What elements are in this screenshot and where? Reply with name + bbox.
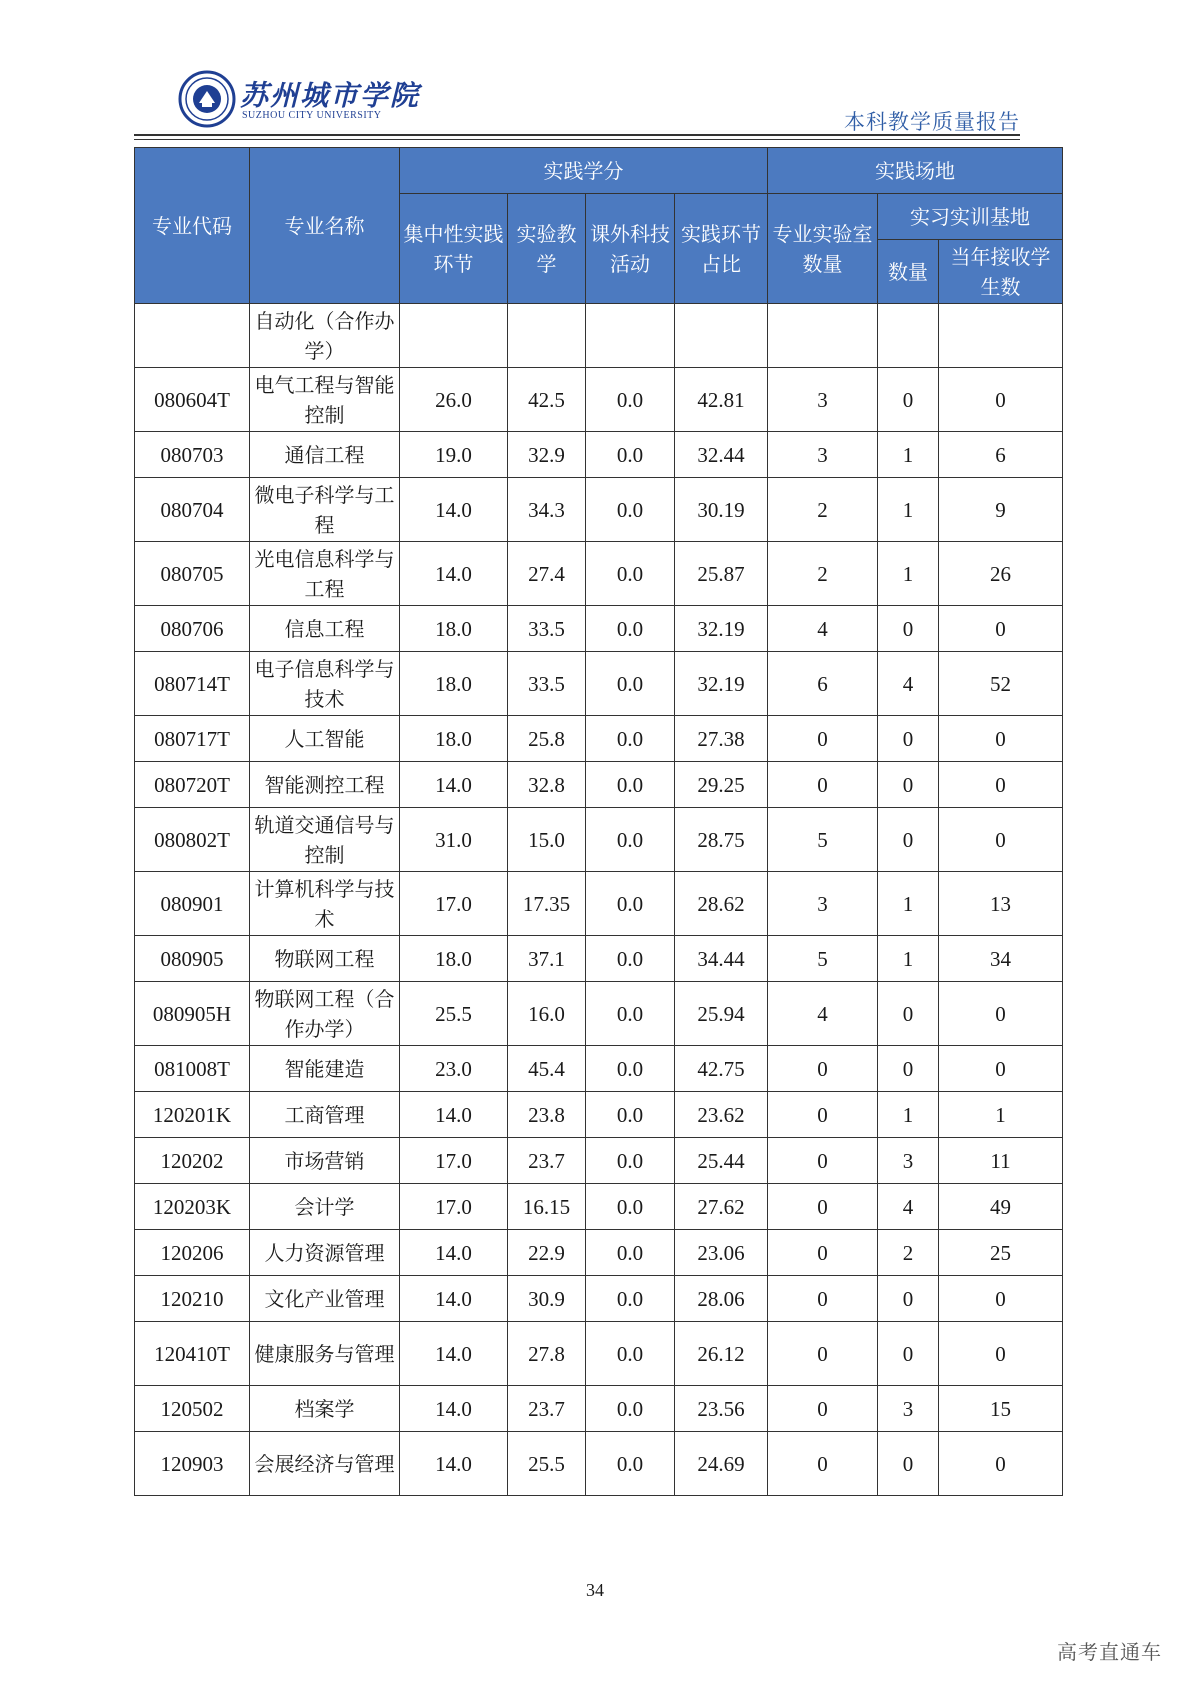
table-row [135,1138,1063,1184]
cell-labs: 4 [768,982,878,1046]
table-row [135,1386,1063,1432]
table-row [135,716,1063,762]
cell-name: 健康服务与管理 [250,1322,400,1386]
logo-english-name: SUZHOU CITY UNIVERSITY [242,110,382,121]
cell-bases: 0 [878,606,939,652]
cell-name: 智能建造 [250,1046,400,1092]
cell-labs: 3 [768,432,878,478]
cell-centralized: 14.0 [400,542,508,606]
cell-centralized: 14.0 [400,1386,508,1432]
cell-labs: 3 [768,368,878,432]
cell-experiment: 32.8 [508,762,586,808]
page-number: 34 [586,1580,604,1600]
cell-centralized: 14.0 [400,1432,508,1496]
cell-code: 120210 [135,1276,250,1322]
cell-extracurricular: 0.0 [586,1230,675,1276]
cell-labs: 0 [768,1230,878,1276]
cell-labs: 0 [768,716,878,762]
cell-bases: 0 [878,808,939,872]
cell-centralized: 17.0 [400,872,508,936]
cell-code: 080714T [135,652,250,716]
table-row [135,606,1063,652]
cell-ratio: 25.44 [675,1138,768,1184]
cell-bases: 1 [878,542,939,606]
cell-code: 120202 [135,1138,250,1184]
cell-name: 会计学 [250,1184,400,1230]
cell-extracurricular: 0.0 [586,982,675,1046]
cell-students: 26 [939,542,1063,606]
cell-ratio: 23.06 [675,1230,768,1276]
table-row [135,478,1063,542]
cell-bases: 0 [878,1432,939,1496]
cell-experiment: 42.5 [508,368,586,432]
cell-ratio: 23.56 [675,1386,768,1432]
cell-labs: 5 [768,808,878,872]
cell-extracurricular: 0.0 [586,1092,675,1138]
cell-students: 25 [939,1230,1063,1276]
cell-centralized: 31.0 [400,808,508,872]
cell-name: 信息工程 [250,606,400,652]
table-row [135,982,1063,1046]
cell-name: 智能测控工程 [250,762,400,808]
cell-centralized: 14.0 [400,762,508,808]
cell-extracurricular: 0.0 [586,1184,675,1230]
header-ratio: 实践环节占比 [675,194,768,304]
header-group-bases: 实习实训基地 [878,194,1063,240]
table-row [135,1184,1063,1230]
cell-name: 市场营销 [250,1138,400,1184]
cell-centralized: 17.0 [400,1138,508,1184]
cell-labs [768,304,878,368]
cell-code: 080905 [135,936,250,982]
cell-name: 微电子科学与工程 [250,478,400,542]
cell-code: 120201K [135,1092,250,1138]
header-extracurricular: 课外科技活动 [586,194,675,304]
cell-code: 080717T [135,716,250,762]
cell-centralized: 18.0 [400,606,508,652]
university-logo [178,70,421,130]
cell-ratio: 27.38 [675,716,768,762]
table-row [135,1092,1063,1138]
cell-labs: 0 [768,1092,878,1138]
table-row [135,808,1063,872]
cell-name: 自动化（合作办学） [250,304,400,368]
cell-bases: 1 [878,478,939,542]
cell-ratio: 32.44 [675,432,768,478]
cell-extracurricular: 0.0 [586,542,675,606]
cell-name: 光电信息科学与工程 [250,542,400,606]
cell-bases: 0 [878,368,939,432]
header-name: 专业名称 [250,148,400,304]
cell-ratio: 34.44 [675,936,768,982]
header-group-sites: 实践场地 [768,148,1063,194]
cell-labs: 0 [768,1184,878,1230]
cell-experiment: 22.9 [508,1230,586,1276]
university-seal-icon [178,70,236,128]
cell-code: 120502 [135,1386,250,1432]
table-row [135,304,1063,368]
table-row [135,1230,1063,1276]
cell-code: 080705 [135,542,250,606]
cell-code: 080604T [135,368,250,432]
cell-students: 0 [939,606,1063,652]
cell-ratio: 32.19 [675,652,768,716]
cell-labs: 0 [768,762,878,808]
cell-centralized: 18.0 [400,936,508,982]
logo-chinese-name: 苏州城市学院 [240,79,421,112]
cell-experiment: 33.5 [508,652,586,716]
cell-experiment: 32.9 [508,432,586,478]
cell-code: 120206 [135,1230,250,1276]
table-row [135,872,1063,936]
cell-name: 通信工程 [250,432,400,478]
table-row [135,652,1063,716]
cell-labs: 6 [768,652,878,716]
cell-code [135,304,250,368]
cell-ratio: 27.62 [675,1184,768,1230]
cell-extracurricular: 0.0 [586,762,675,808]
cell-students: 6 [939,432,1063,478]
cell-ratio: 30.19 [675,478,768,542]
cell-labs: 0 [768,1276,878,1322]
header-rule-thick [134,134,1020,136]
cell-ratio: 25.87 [675,542,768,606]
cell-bases: 4 [878,1184,939,1230]
header-group-credits: 实践学分 [400,148,768,194]
cell-centralized: 14.0 [400,1276,508,1322]
cell-bases: 3 [878,1138,939,1184]
cell-bases: 1 [878,1092,939,1138]
cell-ratio: 25.94 [675,982,768,1046]
cell-name: 电气工程与智能控制 [250,368,400,432]
cell-extracurricular: 0.0 [586,1276,675,1322]
cell-extracurricular: 0.0 [586,936,675,982]
cell-code: 120410T [135,1322,250,1386]
table-row [135,936,1063,982]
cell-experiment: 33.5 [508,606,586,652]
cell-experiment: 27.8 [508,1322,586,1386]
cell-experiment: 17.35 [508,872,586,936]
cell-ratio: 42.81 [675,368,768,432]
cell-students: 0 [939,1322,1063,1386]
cell-name: 电子信息科学与技术 [250,652,400,716]
cell-students: 13 [939,872,1063,936]
cell-experiment: 27.4 [508,542,586,606]
cell-centralized: 14.0 [400,1230,508,1276]
cell-centralized: 25.5 [400,982,508,1046]
cell-bases: 0 [878,982,939,1046]
cell-code: 120903 [135,1432,250,1496]
cell-ratio: 28.06 [675,1276,768,1322]
cell-students: 0 [939,762,1063,808]
cell-experiment: 23.8 [508,1092,586,1138]
cell-extracurricular: 0.0 [586,1322,675,1386]
cell-centralized: 26.0 [400,368,508,432]
cell-experiment: 25.5 [508,1432,586,1496]
cell-labs: 2 [768,478,878,542]
cell-students: 0 [939,982,1063,1046]
cell-extracurricular: 0.0 [586,368,675,432]
cell-bases: 2 [878,1230,939,1276]
table-row [135,542,1063,606]
header-experiment: 实验教学 [508,194,586,304]
header-rule-thin [134,139,1020,140]
cell-bases: 0 [878,1276,939,1322]
cell-centralized: 14.0 [400,1322,508,1386]
cell-ratio: 23.62 [675,1092,768,1138]
cell-experiment: 16.15 [508,1184,586,1230]
cell-bases: 0 [878,762,939,808]
table-row [135,368,1063,432]
cell-bases: 0 [878,1046,939,1092]
cell-code: 081008T [135,1046,250,1092]
cell-labs: 4 [768,606,878,652]
cell-ratio: 32.19 [675,606,768,652]
table-row [135,432,1063,478]
cell-ratio: 24.69 [675,1432,768,1496]
cell-students: 49 [939,1184,1063,1230]
cell-experiment: 16.0 [508,982,586,1046]
cell-extracurricular: 0.0 [586,1138,675,1184]
cell-labs: 5 [768,936,878,982]
cell-name: 档案学 [250,1386,400,1432]
cell-experiment: 23.7 [508,1386,586,1432]
header-labs: 专业实验室数量 [768,194,878,304]
cell-students: 0 [939,1276,1063,1322]
cell-extracurricular: 0.0 [586,1432,675,1496]
watermark: 高考直通车 [1057,1640,1162,1664]
cell-ratio: 29.25 [675,762,768,808]
cell-students: 34 [939,936,1063,982]
cell-students: 11 [939,1138,1063,1184]
cell-extracurricular: 0.0 [586,716,675,762]
table-row [135,1322,1063,1386]
table-row [135,762,1063,808]
cell-extracurricular: 0.0 [586,606,675,652]
cell-code: 080802T [135,808,250,872]
cell-students: 15 [939,1386,1063,1432]
practice-table [134,147,1063,1496]
cell-ratio: 42.75 [675,1046,768,1092]
cell-labs: 0 [768,1138,878,1184]
table-row [135,1276,1063,1322]
report-title: 本科教学质量报告 [844,110,1020,134]
cell-code: 080706 [135,606,250,652]
cell-centralized: 18.0 [400,716,508,762]
cell-bases: 1 [878,432,939,478]
cell-centralized: 14.0 [400,1092,508,1138]
cell-experiment: 45.4 [508,1046,586,1092]
header-centralized: 集中性实践环节 [400,194,508,304]
cell-name: 人力资源管理 [250,1230,400,1276]
cell-experiment [508,304,586,368]
cell-experiment: 30.9 [508,1276,586,1322]
cell-name: 物联网工程 [250,936,400,982]
cell-code: 120203K [135,1184,250,1230]
cell-name: 人工智能 [250,716,400,762]
cell-students: 0 [939,1432,1063,1496]
cell-code: 080901 [135,872,250,936]
cell-ratio [675,304,768,368]
cell-centralized: 17.0 [400,1184,508,1230]
cell-students: 1 [939,1092,1063,1138]
cell-ratio: 28.75 [675,808,768,872]
cell-bases: 3 [878,1386,939,1432]
header-base-count: 数量 [878,240,939,304]
cell-experiment: 25.8 [508,716,586,762]
cell-experiment: 23.7 [508,1138,586,1184]
cell-students: 9 [939,478,1063,542]
cell-name: 会展经济与管理 [250,1432,400,1496]
cell-extracurricular: 0.0 [586,872,675,936]
cell-labs: 0 [768,1432,878,1496]
cell-students: 0 [939,716,1063,762]
cell-experiment: 37.1 [508,936,586,982]
cell-bases: 0 [878,1322,939,1386]
cell-code: 080703 [135,432,250,478]
cell-bases: 4 [878,652,939,716]
cell-students [939,304,1063,368]
cell-students: 0 [939,368,1063,432]
cell-experiment: 15.0 [508,808,586,872]
cell-name: 文化产业管理 [250,1276,400,1322]
cell-extracurricular: 0.0 [586,432,675,478]
cell-bases [878,304,939,368]
cell-bases: 0 [878,716,939,762]
cell-extracurricular: 0.0 [586,1386,675,1432]
cell-name: 物联网工程（合作办学） [250,982,400,1046]
cell-name: 工商管理 [250,1092,400,1138]
cell-extracurricular [586,304,675,368]
cell-students: 0 [939,1046,1063,1092]
cell-code: 080720T [135,762,250,808]
cell-name: 轨道交通信号与控制 [250,808,400,872]
cell-students: 52 [939,652,1063,716]
header-base-students: 当年接收学生数 [939,240,1063,304]
cell-name: 计算机科学与技术 [250,872,400,936]
cell-students: 0 [939,808,1063,872]
cell-labs: 0 [768,1046,878,1092]
cell-extracurricular: 0.0 [586,478,675,542]
cell-ratio: 28.62 [675,872,768,936]
cell-extracurricular: 0.0 [586,808,675,872]
cell-labs: 0 [768,1322,878,1386]
cell-ratio: 26.12 [675,1322,768,1386]
header-code: 专业代码 [135,148,250,304]
cell-centralized: 14.0 [400,478,508,542]
cell-extracurricular: 0.0 [586,1046,675,1092]
cell-bases: 1 [878,936,939,982]
cell-centralized: 18.0 [400,652,508,716]
cell-experiment: 34.3 [508,478,586,542]
cell-labs: 2 [768,542,878,606]
cell-centralized: 23.0 [400,1046,508,1092]
cell-centralized: 19.0 [400,432,508,478]
table-row [135,1432,1063,1496]
cell-code: 080704 [135,478,250,542]
cell-centralized [400,304,508,368]
cell-labs: 3 [768,872,878,936]
cell-extracurricular: 0.0 [586,652,675,716]
table-row [135,1046,1063,1092]
cell-bases: 1 [878,872,939,936]
cell-labs: 0 [768,1386,878,1432]
cell-code: 080905H [135,982,250,1046]
